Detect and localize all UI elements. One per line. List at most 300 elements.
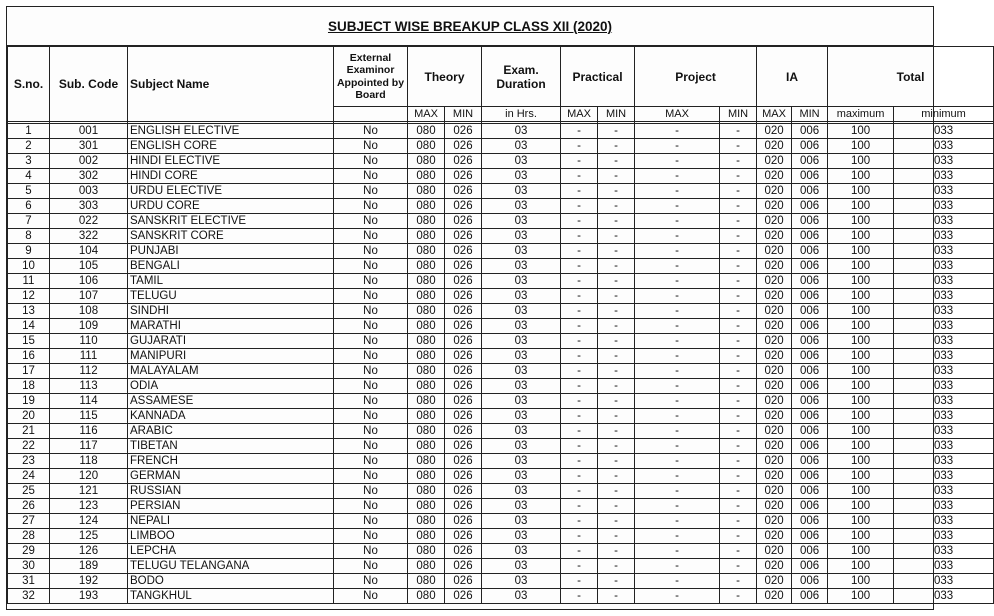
cell-ia-min: 006 — [792, 529, 828, 544]
cell-sub-code: 105 — [50, 259, 128, 274]
cell-sub-code: 109 — [50, 319, 128, 334]
cell-practical-max: - — [561, 454, 598, 469]
header-exam-duration: Exam. Duration — [482, 47, 561, 107]
cell-subject-name: KANNADA — [128, 409, 334, 424]
cell-project-max: - — [635, 349, 720, 364]
cell-theory-min: 026 — [445, 289, 482, 304]
cell-project-min: - — [720, 334, 757, 349]
cell-ia-max: 020 — [757, 454, 792, 469]
table-row — [8, 499, 994, 514]
cell-exam-duration: 03 — [482, 154, 561, 169]
cell-exam-duration: 03 — [482, 439, 561, 454]
cell-practical-min: - — [598, 589, 635, 604]
cell-ia-min: 006 — [792, 139, 828, 154]
cell-total-max: 100 — [828, 364, 894, 379]
cell-total-max: 100 — [828, 274, 894, 289]
cell-total-max: 100 — [828, 214, 894, 229]
cell-total-max: 100 — [828, 454, 894, 469]
cell-practical-min: - — [598, 424, 635, 439]
cell-total-min: 033 — [894, 544, 994, 559]
cell-subject-name: BODO — [128, 574, 334, 589]
cell-total-min: 033 — [894, 184, 994, 199]
cell-theory-max: 080 — [408, 544, 445, 559]
cell-exam-duration: 03 — [482, 199, 561, 214]
cell-external-examiner: No — [334, 169, 408, 184]
cell-ia-max: 020 — [757, 184, 792, 199]
cell-project-min: - — [720, 244, 757, 259]
cell-theory-min: 026 — [445, 319, 482, 334]
subheader-total-max: maximum — [828, 107, 894, 122]
cell-total-min: 033 — [894, 169, 994, 184]
cell-total-max: 100 — [828, 499, 894, 514]
cell-project-max: - — [635, 469, 720, 484]
cell-practical-max: - — [561, 229, 598, 244]
cell-total-min: 033 — [894, 484, 994, 499]
cell-sno: 30 — [8, 559, 50, 574]
cell-exam-duration: 03 — [482, 454, 561, 469]
cell-practical-min: - — [598, 514, 635, 529]
cell-sno: 27 — [8, 514, 50, 529]
cell-exam-duration: 03 — [482, 499, 561, 514]
cell-total-min: 033 — [894, 124, 994, 139]
cell-project-min: - — [720, 199, 757, 214]
cell-external-examiner: No — [334, 124, 408, 139]
table-row — [8, 229, 994, 244]
cell-total-max: 100 — [828, 394, 894, 409]
cell-practical-min: - — [598, 499, 635, 514]
cell-total-min: 033 — [894, 409, 994, 424]
cell-total-max: 100 — [828, 199, 894, 214]
cell-total-min: 033 — [894, 349, 994, 364]
cell-sno: 29 — [8, 544, 50, 559]
cell-practical-min: - — [598, 364, 635, 379]
table-row — [8, 304, 994, 319]
table-row — [8, 439, 994, 454]
cell-sno: 11 — [8, 274, 50, 289]
cell-exam-duration: 03 — [482, 289, 561, 304]
cell-project-max: - — [635, 529, 720, 544]
cell-ia-min: 006 — [792, 124, 828, 139]
cell-sno: 17 — [8, 364, 50, 379]
cell-project-max: - — [635, 454, 720, 469]
table-row — [8, 469, 994, 484]
cell-sub-code: 112 — [50, 364, 128, 379]
header-external-examiner: External Examinor Appointed by Board — [334, 47, 408, 107]
cell-ia-min: 006 — [792, 544, 828, 559]
cell-project-max: - — [635, 439, 720, 454]
cell-sno: 25 — [8, 484, 50, 499]
cell-exam-duration: 03 — [482, 364, 561, 379]
cell-total-min: 033 — [894, 439, 994, 454]
cell-total-min: 033 — [894, 229, 994, 244]
subheader-practical-max: MAX — [561, 107, 598, 122]
cell-practical-min: - — [598, 154, 635, 169]
cell-ia-max: 020 — [757, 274, 792, 289]
table-row — [8, 529, 994, 544]
cell-project-max: - — [635, 184, 720, 199]
cell-theory-max: 080 — [408, 229, 445, 244]
cell-practical-min: - — [598, 274, 635, 289]
cell-practical-max: - — [561, 199, 598, 214]
cell-ia-max: 020 — [757, 514, 792, 529]
cell-subject-name: TELUGU TELANGANA — [128, 559, 334, 574]
cell-total-min: 033 — [894, 379, 994, 394]
table-row — [8, 379, 994, 394]
cell-ia-min: 006 — [792, 334, 828, 349]
document-sheet — [6, 6, 966, 610]
cell-theory-min: 026 — [445, 439, 482, 454]
header-project: Project — [635, 47, 757, 107]
cell-ia-max: 020 — [757, 544, 792, 559]
cell-practical-min: - — [598, 439, 635, 454]
cell-external-examiner: No — [334, 589, 408, 604]
cell-sno: 21 — [8, 424, 50, 439]
cell-ia-min: 006 — [792, 589, 828, 604]
cell-theory-max: 080 — [408, 169, 445, 184]
cell-total-min: 033 — [894, 289, 994, 304]
table-row — [8, 424, 994, 439]
cell-project-min: - — [720, 379, 757, 394]
cell-sno: 12 — [8, 289, 50, 304]
cell-exam-duration: 03 — [482, 184, 561, 199]
cell-subject-name: HINDI CORE — [128, 169, 334, 184]
cell-external-examiner: No — [334, 154, 408, 169]
cell-ia-min: 006 — [792, 259, 828, 274]
cell-subject-name: TIBETAN — [128, 439, 334, 454]
cell-sub-code: 302 — [50, 169, 128, 184]
cell-sno: 23 — [8, 454, 50, 469]
cell-exam-duration: 03 — [482, 214, 561, 229]
cell-practical-min: - — [598, 379, 635, 394]
cell-external-examiner: No — [334, 304, 408, 319]
cell-sno: 15 — [8, 334, 50, 349]
cell-external-examiner: No — [334, 559, 408, 574]
cell-external-examiner: No — [334, 574, 408, 589]
table-row — [8, 544, 994, 559]
cell-practical-max: - — [561, 289, 598, 304]
cell-exam-duration: 03 — [482, 574, 561, 589]
cell-project-max: - — [635, 319, 720, 334]
cell-project-max: - — [635, 139, 720, 154]
cell-ia-min: 006 — [792, 574, 828, 589]
cell-exam-duration: 03 — [482, 589, 561, 604]
cell-project-min: - — [720, 484, 757, 499]
cell-theory-min: 026 — [445, 409, 482, 424]
cell-subject-name: URDU CORE — [128, 199, 334, 214]
cell-subject-name: MARATHI — [128, 319, 334, 334]
cell-theory-min: 026 — [445, 424, 482, 439]
cell-theory-min: 026 — [445, 229, 482, 244]
cell-total-min: 033 — [894, 139, 994, 154]
cell-exam-duration: 03 — [482, 139, 561, 154]
cell-ia-max: 020 — [757, 349, 792, 364]
subheader-total-min: minimum — [894, 107, 994, 122]
cell-total-max: 100 — [828, 469, 894, 484]
cell-practical-min: - — [598, 574, 635, 589]
cell-theory-min: 026 — [445, 484, 482, 499]
cell-project-min: - — [720, 184, 757, 199]
cell-theory-max: 080 — [408, 514, 445, 529]
cell-ia-min: 006 — [792, 169, 828, 184]
cell-sub-code: 189 — [50, 559, 128, 574]
cell-practical-max: - — [561, 349, 598, 364]
cell-project-min: - — [720, 529, 757, 544]
cell-total-max: 100 — [828, 244, 894, 259]
cell-practical-max: - — [561, 244, 598, 259]
cell-project-max: - — [635, 514, 720, 529]
cell-subject-name: TANGKHUL — [128, 589, 334, 604]
cell-theory-min: 026 — [445, 379, 482, 394]
cell-external-examiner: No — [334, 319, 408, 334]
cell-ia-max: 020 — [757, 364, 792, 379]
cell-practical-min: - — [598, 184, 635, 199]
cell-theory-min: 026 — [445, 469, 482, 484]
cell-theory-min: 026 — [445, 169, 482, 184]
cell-sno: 13 — [8, 304, 50, 319]
cell-ia-max: 020 — [757, 124, 792, 139]
cell-theory-max: 080 — [408, 484, 445, 499]
cell-ia-min: 006 — [792, 379, 828, 394]
cell-external-examiner: No — [334, 289, 408, 304]
cell-ia-min: 006 — [792, 394, 828, 409]
cell-subject-name: NEPALI — [128, 514, 334, 529]
cell-total-min: 033 — [894, 499, 994, 514]
cell-ia-min: 006 — [792, 304, 828, 319]
cell-sub-code: 107 — [50, 289, 128, 304]
cell-practical-min: - — [598, 319, 635, 334]
cell-project-min: - — [720, 574, 757, 589]
cell-practical-max: - — [561, 514, 598, 529]
cell-external-examiner: No — [334, 439, 408, 454]
cell-total-min: 033 — [894, 244, 994, 259]
cell-ia-max: 020 — [757, 139, 792, 154]
cell-practical-min: - — [598, 544, 635, 559]
subheader-theory-max: MAX — [408, 107, 445, 122]
cell-ia-max: 020 — [757, 439, 792, 454]
cell-project-max: - — [635, 229, 720, 244]
cell-external-examiner: No — [334, 409, 408, 424]
cell-ia-min: 006 — [792, 349, 828, 364]
cell-ia-min: 006 — [792, 184, 828, 199]
cell-sub-code: 322 — [50, 229, 128, 244]
table-row — [8, 259, 994, 274]
cell-sno: 14 — [8, 319, 50, 334]
cell-sub-code: 002 — [50, 154, 128, 169]
cell-sub-code: 003 — [50, 184, 128, 199]
cell-sub-code: 124 — [50, 514, 128, 529]
cell-total-min: 033 — [894, 454, 994, 469]
cell-ia-min: 006 — [792, 364, 828, 379]
cell-theory-min: 026 — [445, 259, 482, 274]
cell-sno: 18 — [8, 379, 50, 394]
cell-ia-min: 006 — [792, 289, 828, 304]
cell-sno: 5 — [8, 184, 50, 199]
cell-project-max: - — [635, 544, 720, 559]
cell-theory-min: 026 — [445, 334, 482, 349]
cell-ia-min: 006 — [792, 154, 828, 169]
table-row — [8, 244, 994, 259]
cell-external-examiner: No — [334, 214, 408, 229]
cell-total-max: 100 — [828, 124, 894, 139]
cell-project-max: - — [635, 169, 720, 184]
cell-sub-code: 303 — [50, 199, 128, 214]
cell-ia-min: 006 — [792, 439, 828, 454]
table-row — [8, 574, 994, 589]
cell-project-max: - — [635, 484, 720, 499]
table-row — [8, 184, 994, 199]
cell-theory-max: 080 — [408, 139, 445, 154]
cell-theory-max: 080 — [408, 349, 445, 364]
cell-ia-min: 006 — [792, 469, 828, 484]
cell-subject-name: TAMIL — [128, 274, 334, 289]
cell-practical-max: - — [561, 364, 598, 379]
cell-practical-min: - — [598, 454, 635, 469]
cell-theory-min: 026 — [445, 529, 482, 544]
cell-project-max: - — [635, 334, 720, 349]
cell-project-min: - — [720, 514, 757, 529]
cell-total-min: 033 — [894, 589, 994, 604]
cell-subject-name: ENGLISH ELECTIVE — [128, 124, 334, 139]
cell-ia-min: 006 — [792, 199, 828, 214]
table-row — [8, 274, 994, 289]
cell-subject-name: GERMAN — [128, 469, 334, 484]
cell-ia-max: 020 — [757, 319, 792, 334]
cell-subject-name: PERSIAN — [128, 499, 334, 514]
cell-sub-code: 301 — [50, 139, 128, 154]
cell-subject-name: PUNJABI — [128, 244, 334, 259]
cell-ia-min: 006 — [792, 214, 828, 229]
cell-theory-min: 026 — [445, 214, 482, 229]
cell-external-examiner: No — [334, 484, 408, 499]
cell-theory-min: 026 — [445, 574, 482, 589]
cell-project-max: - — [635, 394, 720, 409]
cell-theory-min: 026 — [445, 589, 482, 604]
table-row — [8, 289, 994, 304]
cell-external-examiner: No — [334, 199, 408, 214]
cell-sno: 16 — [8, 349, 50, 364]
cell-practical-min: - — [598, 349, 635, 364]
cell-ia-max: 020 — [757, 589, 792, 604]
cell-total-max: 100 — [828, 514, 894, 529]
cell-theory-max: 080 — [408, 469, 445, 484]
cell-practical-max: - — [561, 574, 598, 589]
table-row — [8, 334, 994, 349]
cell-total-min: 033 — [894, 574, 994, 589]
cell-project-min: - — [720, 469, 757, 484]
cell-total-min: 033 — [894, 559, 994, 574]
cell-sno: 19 — [8, 394, 50, 409]
cell-exam-duration: 03 — [482, 124, 561, 139]
cell-practical-max: - — [561, 274, 598, 289]
cell-sno: 1 — [8, 124, 50, 139]
subheader-theory-min: MIN — [445, 107, 482, 122]
cell-ia-max: 020 — [757, 529, 792, 544]
cell-practical-max: - — [561, 334, 598, 349]
cell-ia-max: 020 — [757, 154, 792, 169]
cell-sub-code: 126 — [50, 544, 128, 559]
cell-theory-max: 080 — [408, 289, 445, 304]
cell-project-max: - — [635, 304, 720, 319]
cell-project-min: - — [720, 214, 757, 229]
cell-subject-name: ARABIC — [128, 424, 334, 439]
cell-project-min: - — [720, 124, 757, 139]
cell-ia-min: 006 — [792, 244, 828, 259]
cell-subject-name: MANIPURI — [128, 349, 334, 364]
cell-ia-min: 006 — [792, 319, 828, 334]
table-row — [8, 409, 994, 424]
cell-total-max: 100 — [828, 229, 894, 244]
cell-theory-max: 080 — [408, 154, 445, 169]
cell-external-examiner: No — [334, 424, 408, 439]
cell-theory-max: 080 — [408, 574, 445, 589]
cell-project-min: - — [720, 229, 757, 244]
cell-total-max: 100 — [828, 379, 894, 394]
subheader-ia-max: MAX — [757, 107, 792, 122]
header-subject-name: Subject Name — [128, 47, 334, 122]
header-external-blank — [334, 107, 408, 122]
table-row — [8, 454, 994, 469]
cell-practical-min: - — [598, 259, 635, 274]
cell-practical-max: - — [561, 469, 598, 484]
cell-sno: 7 — [8, 214, 50, 229]
cell-theory-max: 080 — [408, 379, 445, 394]
cell-ia-min: 006 — [792, 424, 828, 439]
cell-exam-duration: 03 — [482, 514, 561, 529]
cell-external-examiner: No — [334, 394, 408, 409]
cell-sub-code: 123 — [50, 499, 128, 514]
cell-project-min: - — [720, 409, 757, 424]
cell-project-min: - — [720, 274, 757, 289]
cell-exam-duration: 03 — [482, 229, 561, 244]
cell-external-examiner: No — [334, 229, 408, 244]
cell-subject-name: LIMBOO — [128, 529, 334, 544]
cell-practical-min: - — [598, 304, 635, 319]
cell-theory-max: 080 — [408, 274, 445, 289]
cell-practical-max: - — [561, 379, 598, 394]
cell-practical-min: - — [598, 394, 635, 409]
cell-ia-max: 020 — [757, 244, 792, 259]
cell-practical-max: - — [561, 529, 598, 544]
cell-practical-max: - — [561, 184, 598, 199]
table-row — [8, 214, 994, 229]
cell-practical-min: - — [598, 289, 635, 304]
cell-practical-min: - — [598, 559, 635, 574]
cell-sno: 28 — [8, 529, 50, 544]
cell-exam-duration: 03 — [482, 259, 561, 274]
cell-sub-code: 118 — [50, 454, 128, 469]
cell-ia-max: 020 — [757, 334, 792, 349]
cell-external-examiner: No — [334, 274, 408, 289]
cell-sub-code: 106 — [50, 274, 128, 289]
cell-project-max: - — [635, 244, 720, 259]
cell-total-max: 100 — [828, 424, 894, 439]
cell-exam-duration: 03 — [482, 409, 561, 424]
cell-exam-duration: 03 — [482, 349, 561, 364]
cell-total-max: 100 — [828, 544, 894, 559]
cell-subject-name: SANSKRIT ELECTIVE — [128, 214, 334, 229]
table-row — [8, 394, 994, 409]
cell-project-min: - — [720, 589, 757, 604]
cell-subject-name: SANSKRIT CORE — [128, 229, 334, 244]
cell-ia-max: 020 — [757, 424, 792, 439]
cell-practical-min: - — [598, 169, 635, 184]
cell-total-max: 100 — [828, 319, 894, 334]
cell-practical-min: - — [598, 199, 635, 214]
cell-exam-duration: 03 — [482, 334, 561, 349]
cell-sub-code: 114 — [50, 394, 128, 409]
cell-external-examiner: No — [334, 499, 408, 514]
cell-practical-max: - — [561, 304, 598, 319]
